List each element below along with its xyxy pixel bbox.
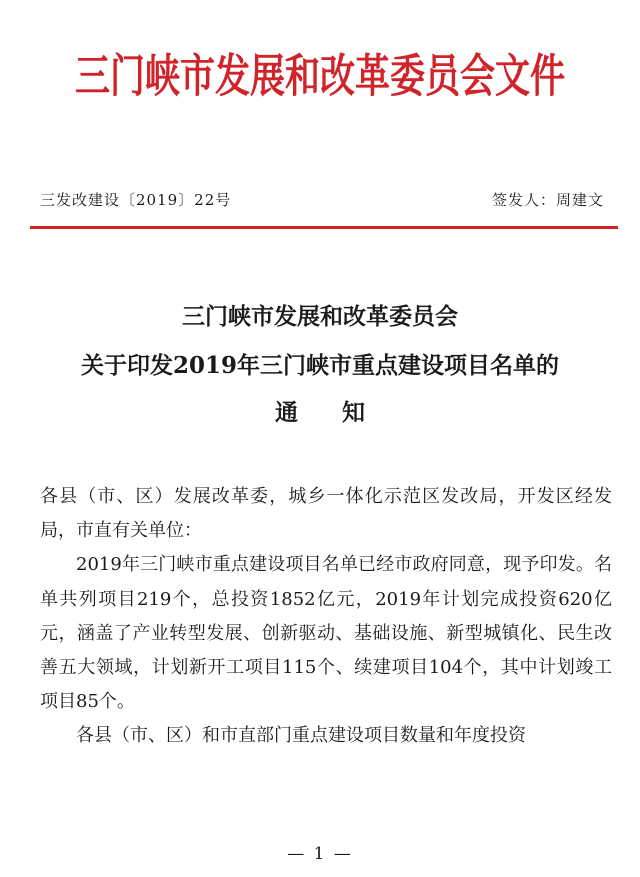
document-number: 三发改建设〔2019〕22号 [40, 191, 232, 209]
body-paragraph-1: 2019年三门峡市重点建设项目名单已经市政府同意，现予印发。名单共列项目219个，总投资1852亿元，2019年计划完成投资620亿元，涵盖了产业转型发展、创新驱动、基础设施、新型城镇化、民生改善五大领域，计划新开工项目115个、续建项目104个，其中计划竣工项目85个。 [40, 554, 612, 713]
document-body [40, 480, 612, 754]
document-meta-row [40, 187, 604, 213]
document-masthead: 三门峡市发展和改革委员会文件 [74, 51, 565, 103]
signer-label: 签发人：周建文 [491, 191, 604, 209]
red-divider-line [30, 226, 618, 229]
salutation-paragraph: 各县（市、区）发展改革委，城乡一体化示范区发改局，开发区经发局，市直有关单位： [40, 486, 612, 542]
document-title-line-2: 关于印发2019年三门峡市重点建设项目名单的 [80, 352, 559, 379]
document-title-line-1: 三门峡市发展和改革委员会 [182, 303, 458, 330]
document-title-line-3: 通知 [275, 399, 409, 426]
body-paragraph-2: 各县（市、区）和市直部门重点建设项目数量和年度投资 [76, 725, 526, 747]
page-number: — 1 — [287, 844, 353, 864]
